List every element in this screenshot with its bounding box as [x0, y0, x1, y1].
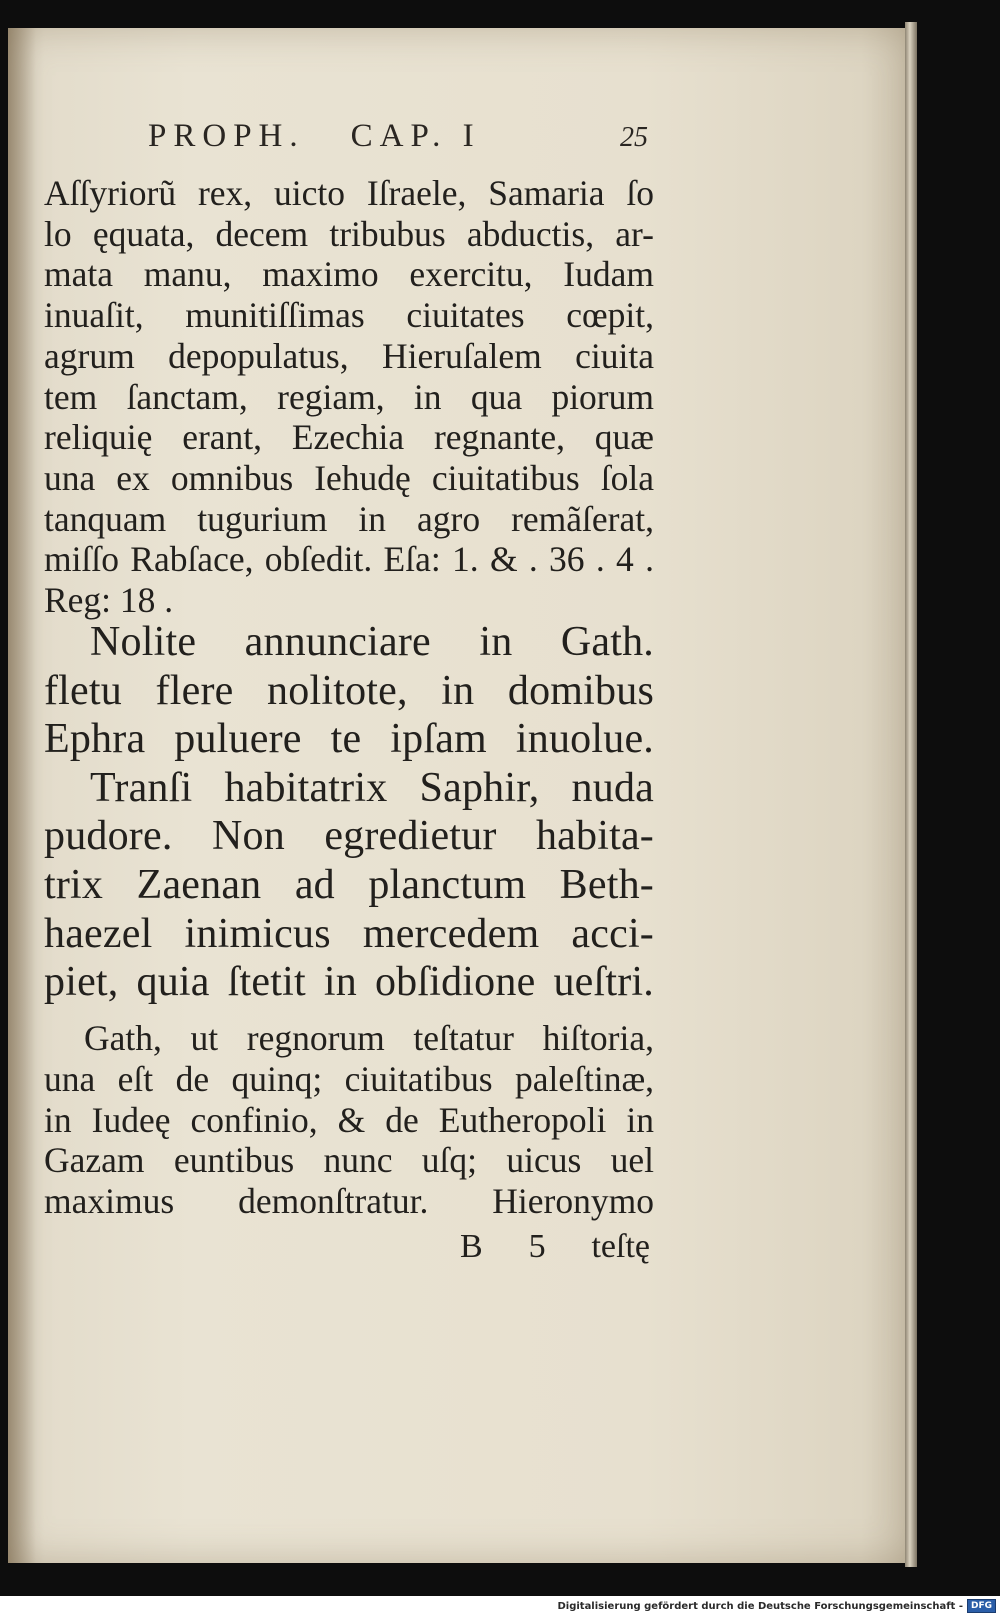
- folio-number: 25: [620, 122, 648, 153]
- verse-line: haezel inimicus mercedem acci-: [44, 910, 654, 957]
- verse-line: Ephra puluere te ipſam inuolue.: [44, 716, 654, 763]
- scripture-verse-block: [44, 618, 654, 1007]
- text-line: Reg: 18 .: [44, 580, 174, 621]
- digitization-footer: [0, 1596, 1000, 1616]
- commentary-block: [44, 173, 654, 621]
- text-line: tem ſanctam, regiam, in qua piorum: [44, 376, 654, 417]
- text-line: inuaſit, munitiſſimas ciuitates cœpit,: [44, 295, 654, 336]
- verse-line: fletu flere nolitote, in domibus: [44, 667, 654, 714]
- signature-number: 5: [528, 1228, 546, 1265]
- text-line: maximus demonſtratur. Hieronymo: [44, 1181, 654, 1222]
- text-line: Gath, ut regnorum teſtatur hiſtoria,: [84, 1018, 654, 1058]
- running-title: PROPH.: [148, 118, 305, 154]
- commentary-block-2: [44, 1018, 654, 1222]
- text-line: agrum depopulatus, Hieruſalem ciuita: [44, 335, 654, 376]
- text-line: tanquam tugurium in agro remãſerat,: [44, 498, 654, 539]
- signature-mark: B: [460, 1228, 483, 1265]
- verse-line: trix Zaenan ad planctum Beth-: [44, 861, 654, 908]
- text-line: una eſt de quinq; ciuitatibus paleſtinæ,: [44, 1058, 654, 1099]
- text-line: Gazam euntibus nunc uſq; uicus uel: [44, 1140, 654, 1181]
- verse-line: piet, quia ſtetit in obſidione ueſtri.: [44, 959, 654, 1006]
- catchword-line: [460, 1228, 650, 1270]
- gutter-shadow: [8, 28, 36, 1563]
- text-line: reliquię erant, Ezechia regnante, quæ: [44, 417, 654, 458]
- page-header: [148, 118, 648, 168]
- verse-line: Nolite annunciare in Gath.: [90, 619, 654, 665]
- catchword: teſtę: [591, 1228, 650, 1265]
- verse-line: pudore. Non egredietur habita-: [44, 813, 654, 860]
- verse-line: Tranſi habitatrix Saphir, nuda: [90, 764, 654, 811]
- text-line: in Iudeę confinio, & de Eutheropoli in: [44, 1099, 654, 1140]
- text-line: una ex omnibus Iehudę ciuitatibus ſola: [44, 457, 654, 498]
- chapter-label: CAP. I: [350, 118, 481, 154]
- footer-credit: Digitalisierung gefördert durch die Deutsche Forschungsgemeinschaft -: [557, 1600, 963, 1612]
- page-edge: [905, 22, 917, 1567]
- dfg-logo: DFG: [967, 1599, 996, 1613]
- text-line: Aſſyriorũ rex, uicto Iſraele, Samaria ſo: [44, 173, 654, 213]
- text-line: lo ęquata, decem tribubus abductis, ar-: [44, 213, 654, 254]
- text-line: mata manu, maximo exercitu, Iudam: [44, 254, 654, 295]
- text-line: miſſo Rabſace, obſedit. Eſa: 1. & . 36 . 4 .: [44, 539, 654, 580]
